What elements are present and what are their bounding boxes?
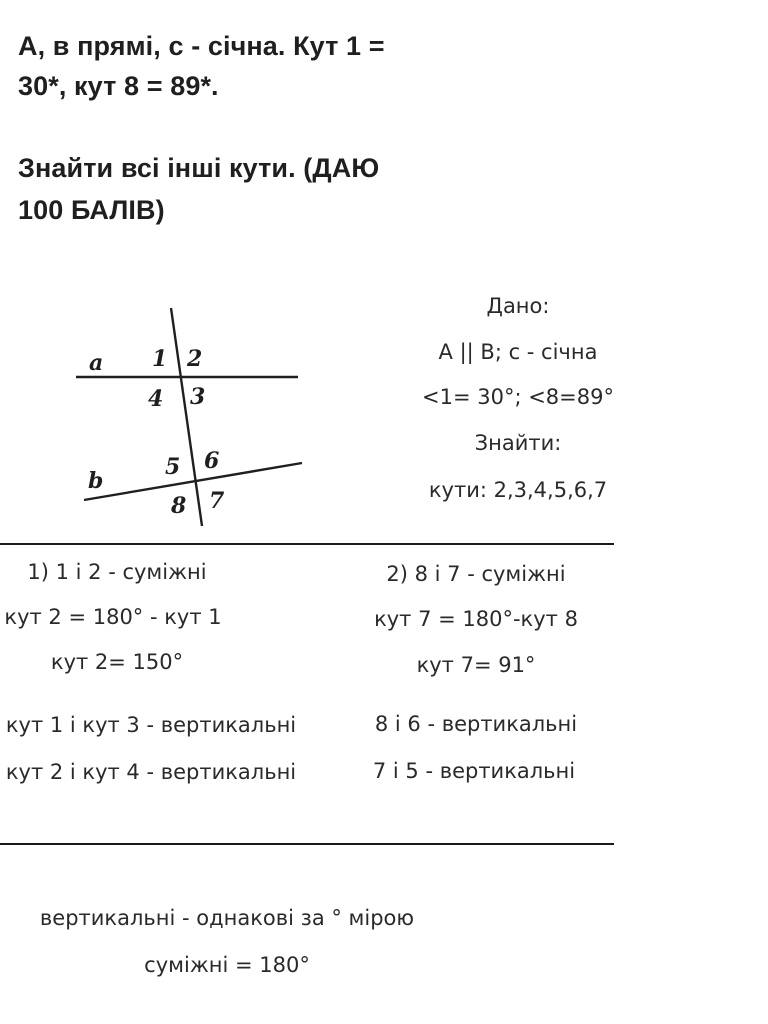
note-adjacent: суміжні = 180° (144, 953, 310, 977)
line-a-label: a (89, 350, 104, 376)
angle-label-6: 6 (204, 448, 220, 474)
question-line-3: Знайти всі інші кути. (ДАЮ (18, 153, 380, 183)
angle-label-1: 1 (152, 346, 168, 372)
solution-right-formula: кут 7 = 180°-кут 8 (374, 607, 578, 631)
angle-label-8: 8 (171, 493, 187, 519)
divider-bottom (0, 843, 614, 845)
angle-label-2: 2 (187, 346, 203, 372)
find-heading: Знайти: (474, 431, 562, 455)
given-parallel: A || B; c - січна (438, 340, 598, 364)
angle-label-5: 5 (165, 454, 181, 480)
line-b-label: b (88, 468, 104, 494)
question-line-4: 100 БАЛІВ) (18, 195, 165, 225)
angle-label-3: 3 (190, 384, 206, 410)
question-line-1: А, в прямі, с - січна. Кут 1 = (18, 31, 385, 61)
find-values: кути: 2,3,4,5,6,7 (428, 478, 608, 502)
parallel-lines-diagram (70, 300, 310, 535)
solution-right-vertical-1: 8 і 6 - вертикальні (374, 712, 578, 736)
angle-label-7: 7 (209, 488, 225, 514)
solution-right-result: кут 7= 91° (416, 653, 536, 677)
given-heading: Дано: (486, 294, 550, 318)
note-vertical: вертикальні - однакові за ° мірою (39, 906, 415, 930)
solution-left-formula: кут 2 = 180° - кут 1 (4, 605, 222, 629)
solution-left-vertical-1: кут 1 і кут 3 - вертикальні (5, 713, 297, 737)
solution-left-step: 1) 1 і 2 - суміжні (27, 560, 207, 584)
question-line-2: 30*, кут 8 = 89*. (18, 71, 219, 101)
given-values: <1= 30°; <8=89° (422, 385, 614, 409)
solution-right-step: 2) 8 і 7 - суміжні (386, 562, 566, 586)
angle-label-4: 4 (148, 386, 164, 412)
solution-right-vertical-2: 7 і 5 - вертикальні (372, 759, 576, 783)
divider-top (0, 543, 614, 545)
solution-left-result: кут 2= 150° (50, 650, 184, 674)
solution-left-vertical-2: кут 2 і кут 4 - вертикальні (5, 760, 297, 784)
